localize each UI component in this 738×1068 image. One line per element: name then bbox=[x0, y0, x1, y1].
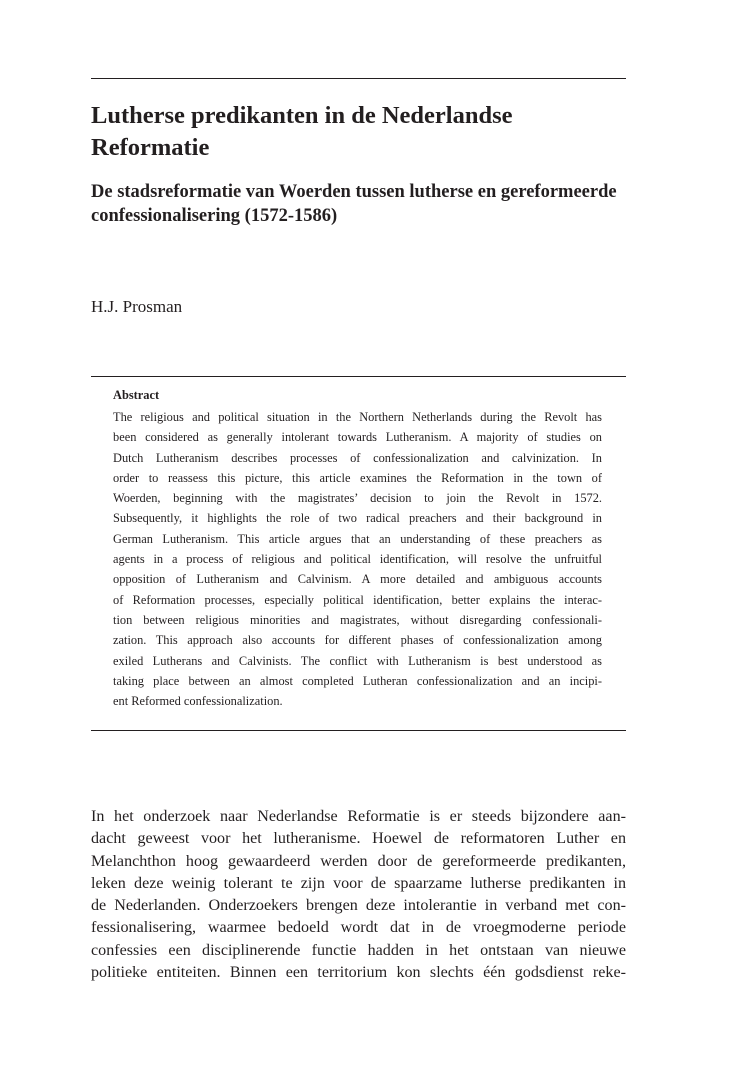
abstract-line: tion between religious minorities and magistrates, without disregarding confessionali- bbox=[113, 612, 602, 627]
abstract-line: of Reformation processes, especially political identification, better explains the interac- bbox=[113, 592, 602, 607]
abstract-line: Subsequently, it highlights the role of two radical preachers and their background in bbox=[113, 511, 602, 526]
body-line: leken deze weinig tolerant te zijn voor de spaarzame lutherse predikanten in bbox=[91, 874, 626, 892]
abstract-line: zation. This approach also accounts for different phases of confessionalization among bbox=[113, 633, 602, 648]
body-line: Melanchthon hoog gewaardeerd werden door de gereformeerde predikanten, bbox=[91, 852, 626, 870]
top-rule bbox=[91, 78, 626, 79]
article-title: Lutherse predikanten in de Nederlandse Reformatie bbox=[91, 102, 513, 161]
abstract-line: agents in a process of religious and political identification, will resolve the unfruitful bbox=[113, 552, 602, 567]
body-line: de Nederlanden. Onderzoekers brengen deze intolerantie in verband met con- bbox=[91, 897, 626, 915]
body-line: confessies een disciplinerende functie hadden in het ontstaan van nieuwe bbox=[91, 941, 626, 959]
body-line: fessionalisering, waarmee bedoeld wordt dat in de vroegmoderne periode bbox=[91, 919, 626, 937]
abstract-bottom-rule bbox=[91, 730, 626, 731]
author-name: H.J. Prosman bbox=[91, 297, 183, 316]
body-line: In het onderzoek naar Nederlandse Reformatie is er steeds bijzondere aan- bbox=[91, 808, 626, 825]
abstract-line: opposition of Lutheranism and Calvinism. A more detailed and ambiguous accounts bbox=[113, 572, 602, 587]
abstract-line: The religious and political situation in the Northern Netherlands during the Revolt has bbox=[113, 410, 602, 424]
abstract-block bbox=[113, 388, 602, 711]
abstract-line: ent Reformed confessionalization. bbox=[113, 694, 283, 709]
body-paragraph bbox=[91, 806, 626, 984]
abstract-line: been considered as generally intolerant towards Lutheranism. A majority of studies on bbox=[113, 430, 602, 445]
abstract-text bbox=[113, 407, 602, 711]
abstract-heading: Abstract bbox=[113, 388, 160, 402]
body-line: politieke entiteiten. Binnen een territorium kon slechts één godsdienst reke- bbox=[91, 964, 626, 982]
abstract-line: exiled Lutherans and Calvinists. The conflict with Lutheranism is best understood as bbox=[113, 653, 602, 668]
abstract-line: taking place between an almost completed Lutheran confessionalization and an incipi- bbox=[113, 673, 602, 688]
abstract-line: German Lutheranism. This article argues that an understanding of these preachers as bbox=[113, 531, 602, 546]
abstract-line: Woerden, beginning with the magistrates’ decision to join the Revolt in 1572. bbox=[113, 491, 602, 506]
article-subtitle: De stadsreformatie van Woerden tussen lutherse en gereformeerde confessionalisering (1572-1586) bbox=[91, 182, 617, 226]
abstract-top-rule bbox=[91, 376, 626, 377]
abstract-line: Dutch Lutheranism describes processes of confessionalization and calvinization. In bbox=[113, 450, 602, 465]
abstract-line: order to reassess this picture, this article examines the Reformation in the town of bbox=[113, 470, 602, 485]
body-line: dacht geweest voor het lutheranisme. Hoewel de reformatoren Luther en bbox=[91, 830, 626, 848]
